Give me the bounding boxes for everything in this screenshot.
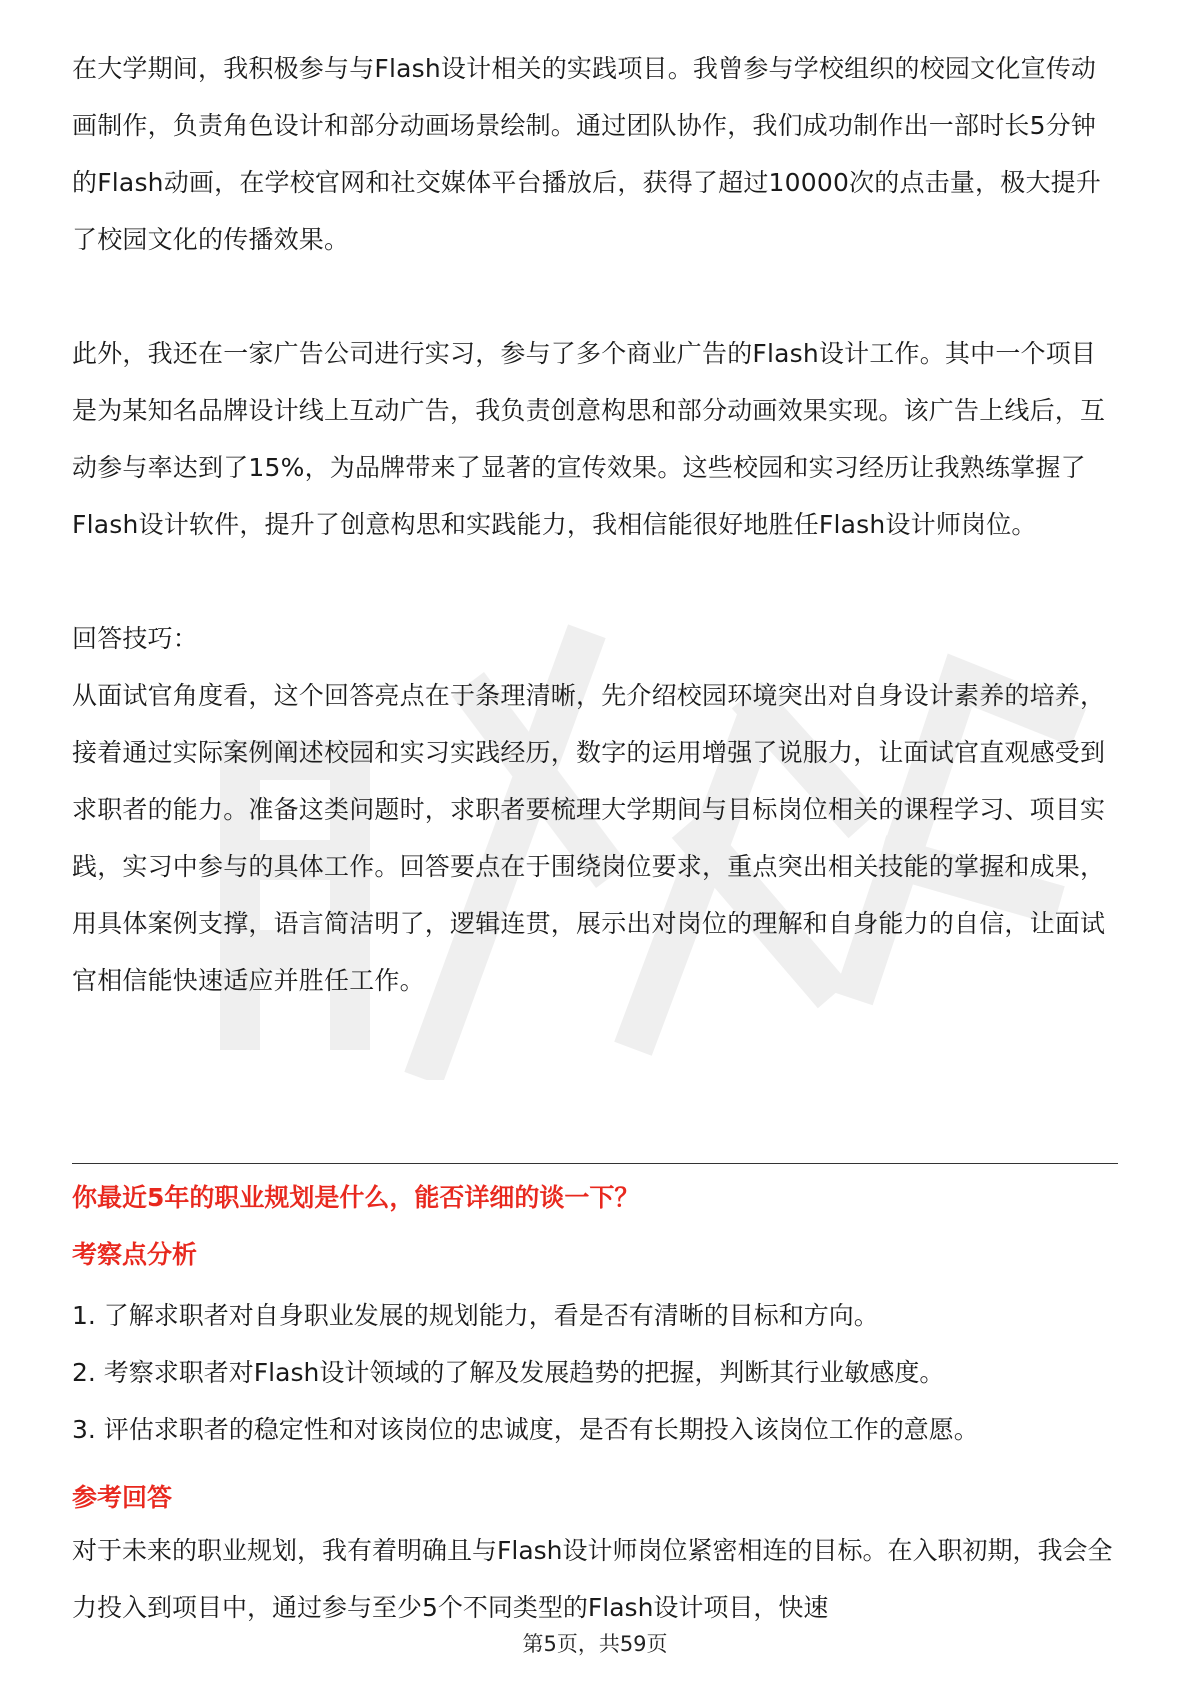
paragraph-campus-project: 在大学期间，我积极参与与Flash设计相关的实践项目。我曾参与学校组织的校园文化宣传动画制作，负责角色设计和部分动画场景绘制。通过团队协作，我们成功制作出一部时长5分钟的Flash动画，在学校官网和社交媒体平台播放后，获得了超过10000次的点击量，极大提升了校园文化的传播效果。 xyxy=(72,54,1102,254)
tips-label: 回答技巧： xyxy=(72,624,199,653)
analysis-heading: 考察点分析 xyxy=(72,1240,198,1269)
question-title: 你最近5年的职业规划是什么，能否详细的谈一下？ xyxy=(72,1183,640,1212)
answer-text: 对于未来的职业规划，我有着明确且与Flash设计师岗位紧密相连的目标。在入职初期，我会全力投入到项目中，通过参与至少5个不同类型的Flash设计项目，快速 xyxy=(72,1536,1113,1622)
analysis-list xyxy=(72,1287,1118,1458)
document-body xyxy=(72,40,1118,1009)
answer-heading: 参考回答 xyxy=(72,1483,173,1512)
page-number: 第5页，共59页 xyxy=(522,1632,668,1656)
answer-section xyxy=(72,1522,1118,1636)
list-item: 1. 了解求职者对自身职业发展的规划能力，看是否有清晰的目标和方向。 xyxy=(72,1301,879,1330)
paragraph-internship: 此外，我还在一家广告公司进行实习，参与了多个商业广告的Flash设计工作。其中一个项目是为某知名品牌设计线上互动广告，我负责创意构思和部分动画效果实现。该广告上线后，互动参与率达到了15%，为品牌带来了显著的宣传效果。这些校园和实习经历让我熟练掌握了Flash设计软件，提升了创意构思和实践能力，我相信能很好地胜任Flash设计师岗位。 xyxy=(72,339,1106,539)
list-item: 2. 考察求职者对Flash设计领域的了解及发展趋势的把握，判断其行业敏感度。 xyxy=(72,1358,945,1387)
list-item: 3. 评估求职者的稳定性和对该岗位的忠诚度，是否有长期投入该岗位工作的意愿。 xyxy=(72,1415,979,1444)
section-divider xyxy=(72,1163,1118,1164)
tips-text: 从面试官角度看，这个回答亮点在于条理清晰，先介绍校园环境突出对自身设计素养的培养，接着通过实际案例阐述校园和实习实践经历，数字的运用增强了说服力，让面试官直观感受到求职者的能力。准备这类问题时，求职者要梳理大学期间与目标岗位相关的课程学习、项目实践，实习中参与的具体工作。回答要点在于围绕岗位要求，重点突出相关技能的掌握和成果，用具体案例支撑，语言简洁明了，逻辑连贯，展示出对岗位的理解和自身能力的自信，让面试官相信能快速适应并胜任工作。 xyxy=(72,681,1106,995)
